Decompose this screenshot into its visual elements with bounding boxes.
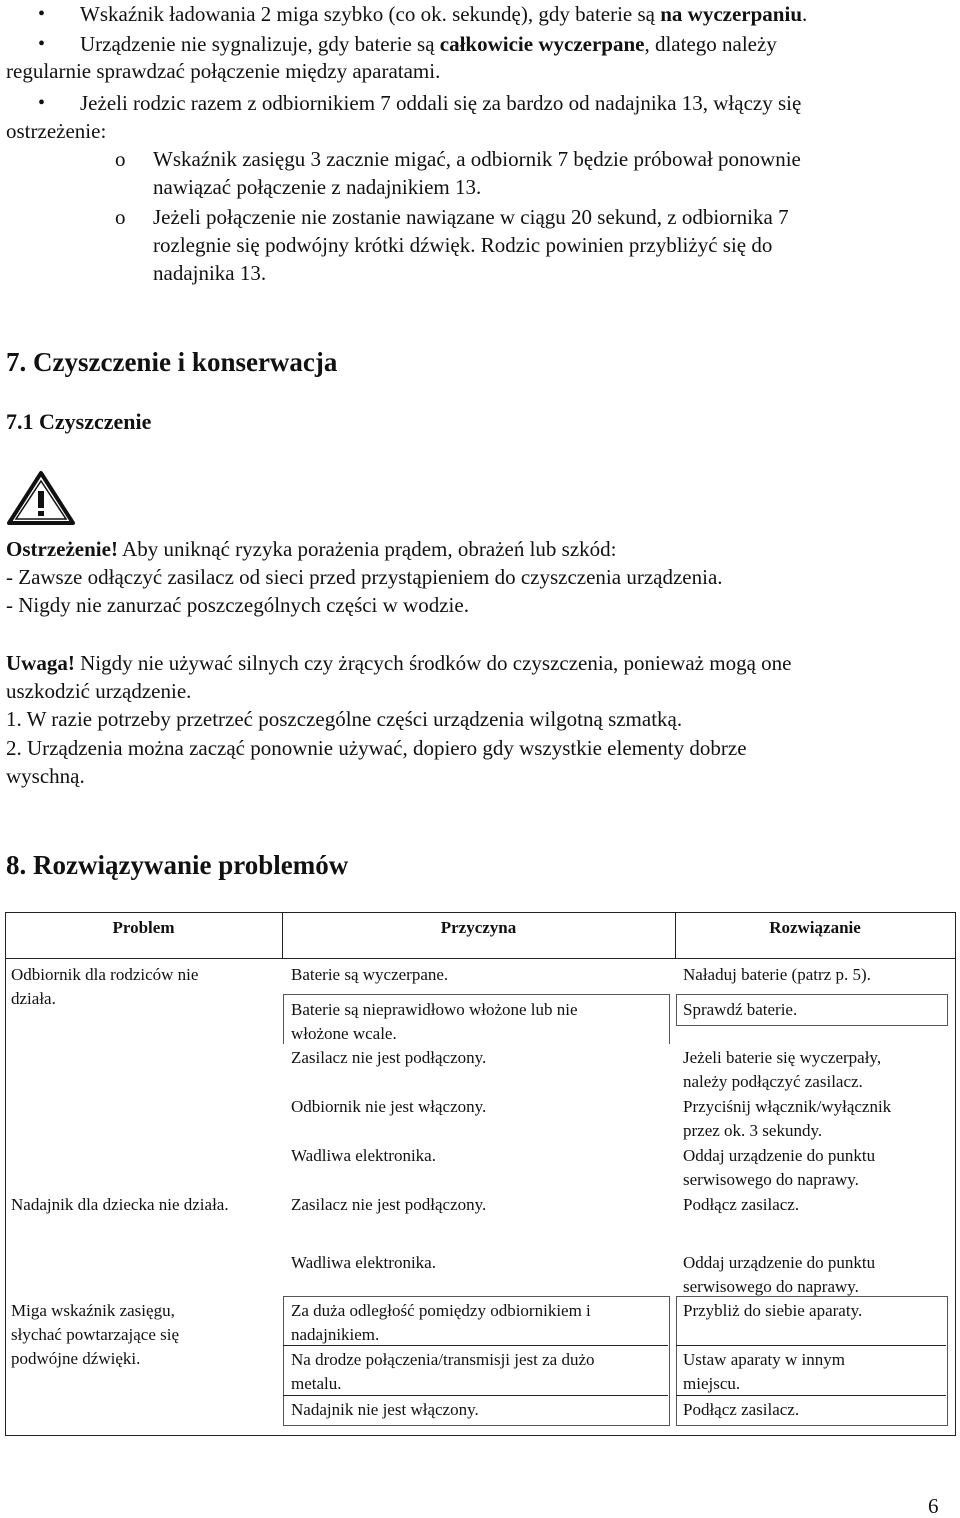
cause-text: Wadliwa elektronika. <box>291 1253 436 1272</box>
problem-cell: działa. <box>11 989 56 1008</box>
bullet-dot: • <box>38 3 46 25</box>
cause-text: Na drodze połączenia/transmisji jest za dużo <box>291 1350 595 1369</box>
cause-text: metalu. <box>291 1374 342 1393</box>
solution-text: miejscu. <box>683 1374 741 1393</box>
warning-line: - Nigdy nie zanurzać poszczególnych części w wodzie. <box>6 593 469 617</box>
solution-text: Oddaj urządzenie do punktu <box>683 1146 876 1165</box>
sub-bullet-text: nadajnika 13. <box>153 261 267 285</box>
solution-text: Jeżeli baterie się wyczerpały, <box>683 1048 882 1067</box>
cause-text: Wadliwa elektronika. <box>291 1146 436 1165</box>
table-divider <box>676 1345 946 1346</box>
solution-text: należy podłączyć zasilacz. <box>683 1072 863 1091</box>
solution-text: Sprawdź baterie. <box>683 1000 798 1019</box>
table-divider <box>5 958 955 959</box>
note-label: Uwaga! <box>6 651 75 675</box>
table-header: Przyczyna <box>440 918 517 937</box>
page-number: 6 <box>928 1494 939 1518</box>
cause-text: włożone wcale. <box>291 1024 397 1043</box>
sub-bullet-text: Wskaźnik zasięgu 3 zacznie migać, a odbiornik 7 będzie próbował ponownie <box>153 147 801 171</box>
solution-text: Oddaj urządzenie do punktu <box>683 1253 876 1272</box>
solution-text: Przyciśnij włącznik/wyłącznik <box>683 1097 892 1116</box>
bullet-text: Wskaźnik ładowania 2 miga szybko (co ok. sekundę), gdy baterie są na wyczerpaniu. <box>80 2 808 26</box>
sub-bullet-text: nawiązać połączenie z nadajnikiem 13. <box>153 175 482 199</box>
bullet-text: Jeżeli rodzic razem z odbiornikiem 7 oddali się za bardzo od nadajnika 13, włączy się <box>80 91 802 115</box>
bullet-dot: • <box>38 33 46 55</box>
cause-text: Odbiornik nie jest włączony. <box>291 1097 487 1116</box>
cause-text: nadajnikiem. <box>291 1325 380 1344</box>
solution-text: Naładuj baterie (patrz p. 5). <box>683 965 871 984</box>
sub-bullet-text: Jeżeli połączenie nie zostanie nawiązane w ciągu 20 sekund, z odbiornika 7 <box>153 205 789 229</box>
bullet-text-continuation: ostrzeżenie: <box>6 119 107 143</box>
solution-text: serwisowego do naprawy. <box>683 1277 859 1296</box>
sub-bullet-text: rozlegnie się podwójny krótki dźwięk. Rodzic powinien przybliżyć się do <box>153 233 773 257</box>
note-paragraph: Uwaga! Nigdy nie używać silnych czy żrących środków do czyszczenia, ponieważ mogą one <box>6 651 792 675</box>
step-line: wyschną. <box>6 764 85 788</box>
solution-text: Ustaw aparaty w innym <box>683 1350 845 1369</box>
section-heading: 7. Czyszczenie i konserwacja <box>6 347 338 377</box>
solution-text: Podłącz zasilacz. <box>683 1195 800 1214</box>
sub-bullet-marker: o <box>115 147 126 171</box>
solution-text: Podłącz zasilacz. <box>683 1400 800 1419</box>
solution-text: serwisowego do naprawy. <box>683 1170 859 1189</box>
cause-text: Baterie są nieprawidłowo włożone lub nie <box>291 1000 578 1019</box>
solution-text: przez ok. 3 sekundy. <box>683 1121 823 1140</box>
warning-line: - Zawsze odłączyć zasilacz od sieci przed przystąpieniem do czyszczenia urządzenia. <box>6 565 723 589</box>
warning-triangle-icon <box>6 470 76 526</box>
table-header: Rozwiązanie <box>769 918 861 937</box>
warning-label: Ostrzeżenie! <box>6 537 118 561</box>
section-heading: 8. Rozwiązywanie problemów <box>6 850 349 880</box>
problem-cell: Miga wskaźnik zasięgu, <box>11 1301 175 1320</box>
problem-cell: podwójne dźwięki. <box>11 1349 141 1368</box>
problem-cell: Odbiornik dla rodziców nie <box>11 965 199 984</box>
problem-cell: Nadajnik dla dziecka nie działa. <box>11 1195 229 1214</box>
note-line: uszkodzić urządzenie. <box>6 679 192 703</box>
step-line: 1. W razie potrzeby przetrzeć poszczególne części urządzenia wilgotną szmatką. <box>6 707 683 731</box>
solution-text: Przybliż do siebie aparaty. <box>683 1301 863 1320</box>
step-line: 2. Urządzenia można zacząć ponownie używać, dopiero gdy wszystkie elementy dobrze <box>6 736 747 760</box>
cause-text: Zasilacz nie jest podłączony. <box>291 1195 487 1214</box>
table-header: Problem <box>112 918 175 937</box>
bullet-text-continuation: regularnie sprawdzać połączenie między aparatami. <box>6 59 441 83</box>
cause-text: Nadajnik nie jest włączony. <box>291 1400 479 1419</box>
subsection-heading: 7.1 Czyszczenie <box>6 409 152 434</box>
cause-text: Baterie są wyczerpane. <box>291 965 449 984</box>
cause-text: Za duża odległość pomiędzy odbiornikiem i <box>291 1301 591 1320</box>
bullet-dot: • <box>38 92 46 114</box>
problem-cell: słychać powtarzające się <box>11 1325 180 1344</box>
cause-text: Zasilacz nie jest podłączony. <box>291 1048 487 1067</box>
bullet-text: Urządzenie nie sygnalizuje, gdy baterie są całkowicie wyczerpane, dlatego należy <box>80 32 777 56</box>
sub-bullet-marker: o <box>115 205 126 229</box>
warning-paragraph: Ostrzeżenie! Aby uniknąć ryzyka porażenia prądem, obrażeń lub szkód: <box>6 537 617 561</box>
